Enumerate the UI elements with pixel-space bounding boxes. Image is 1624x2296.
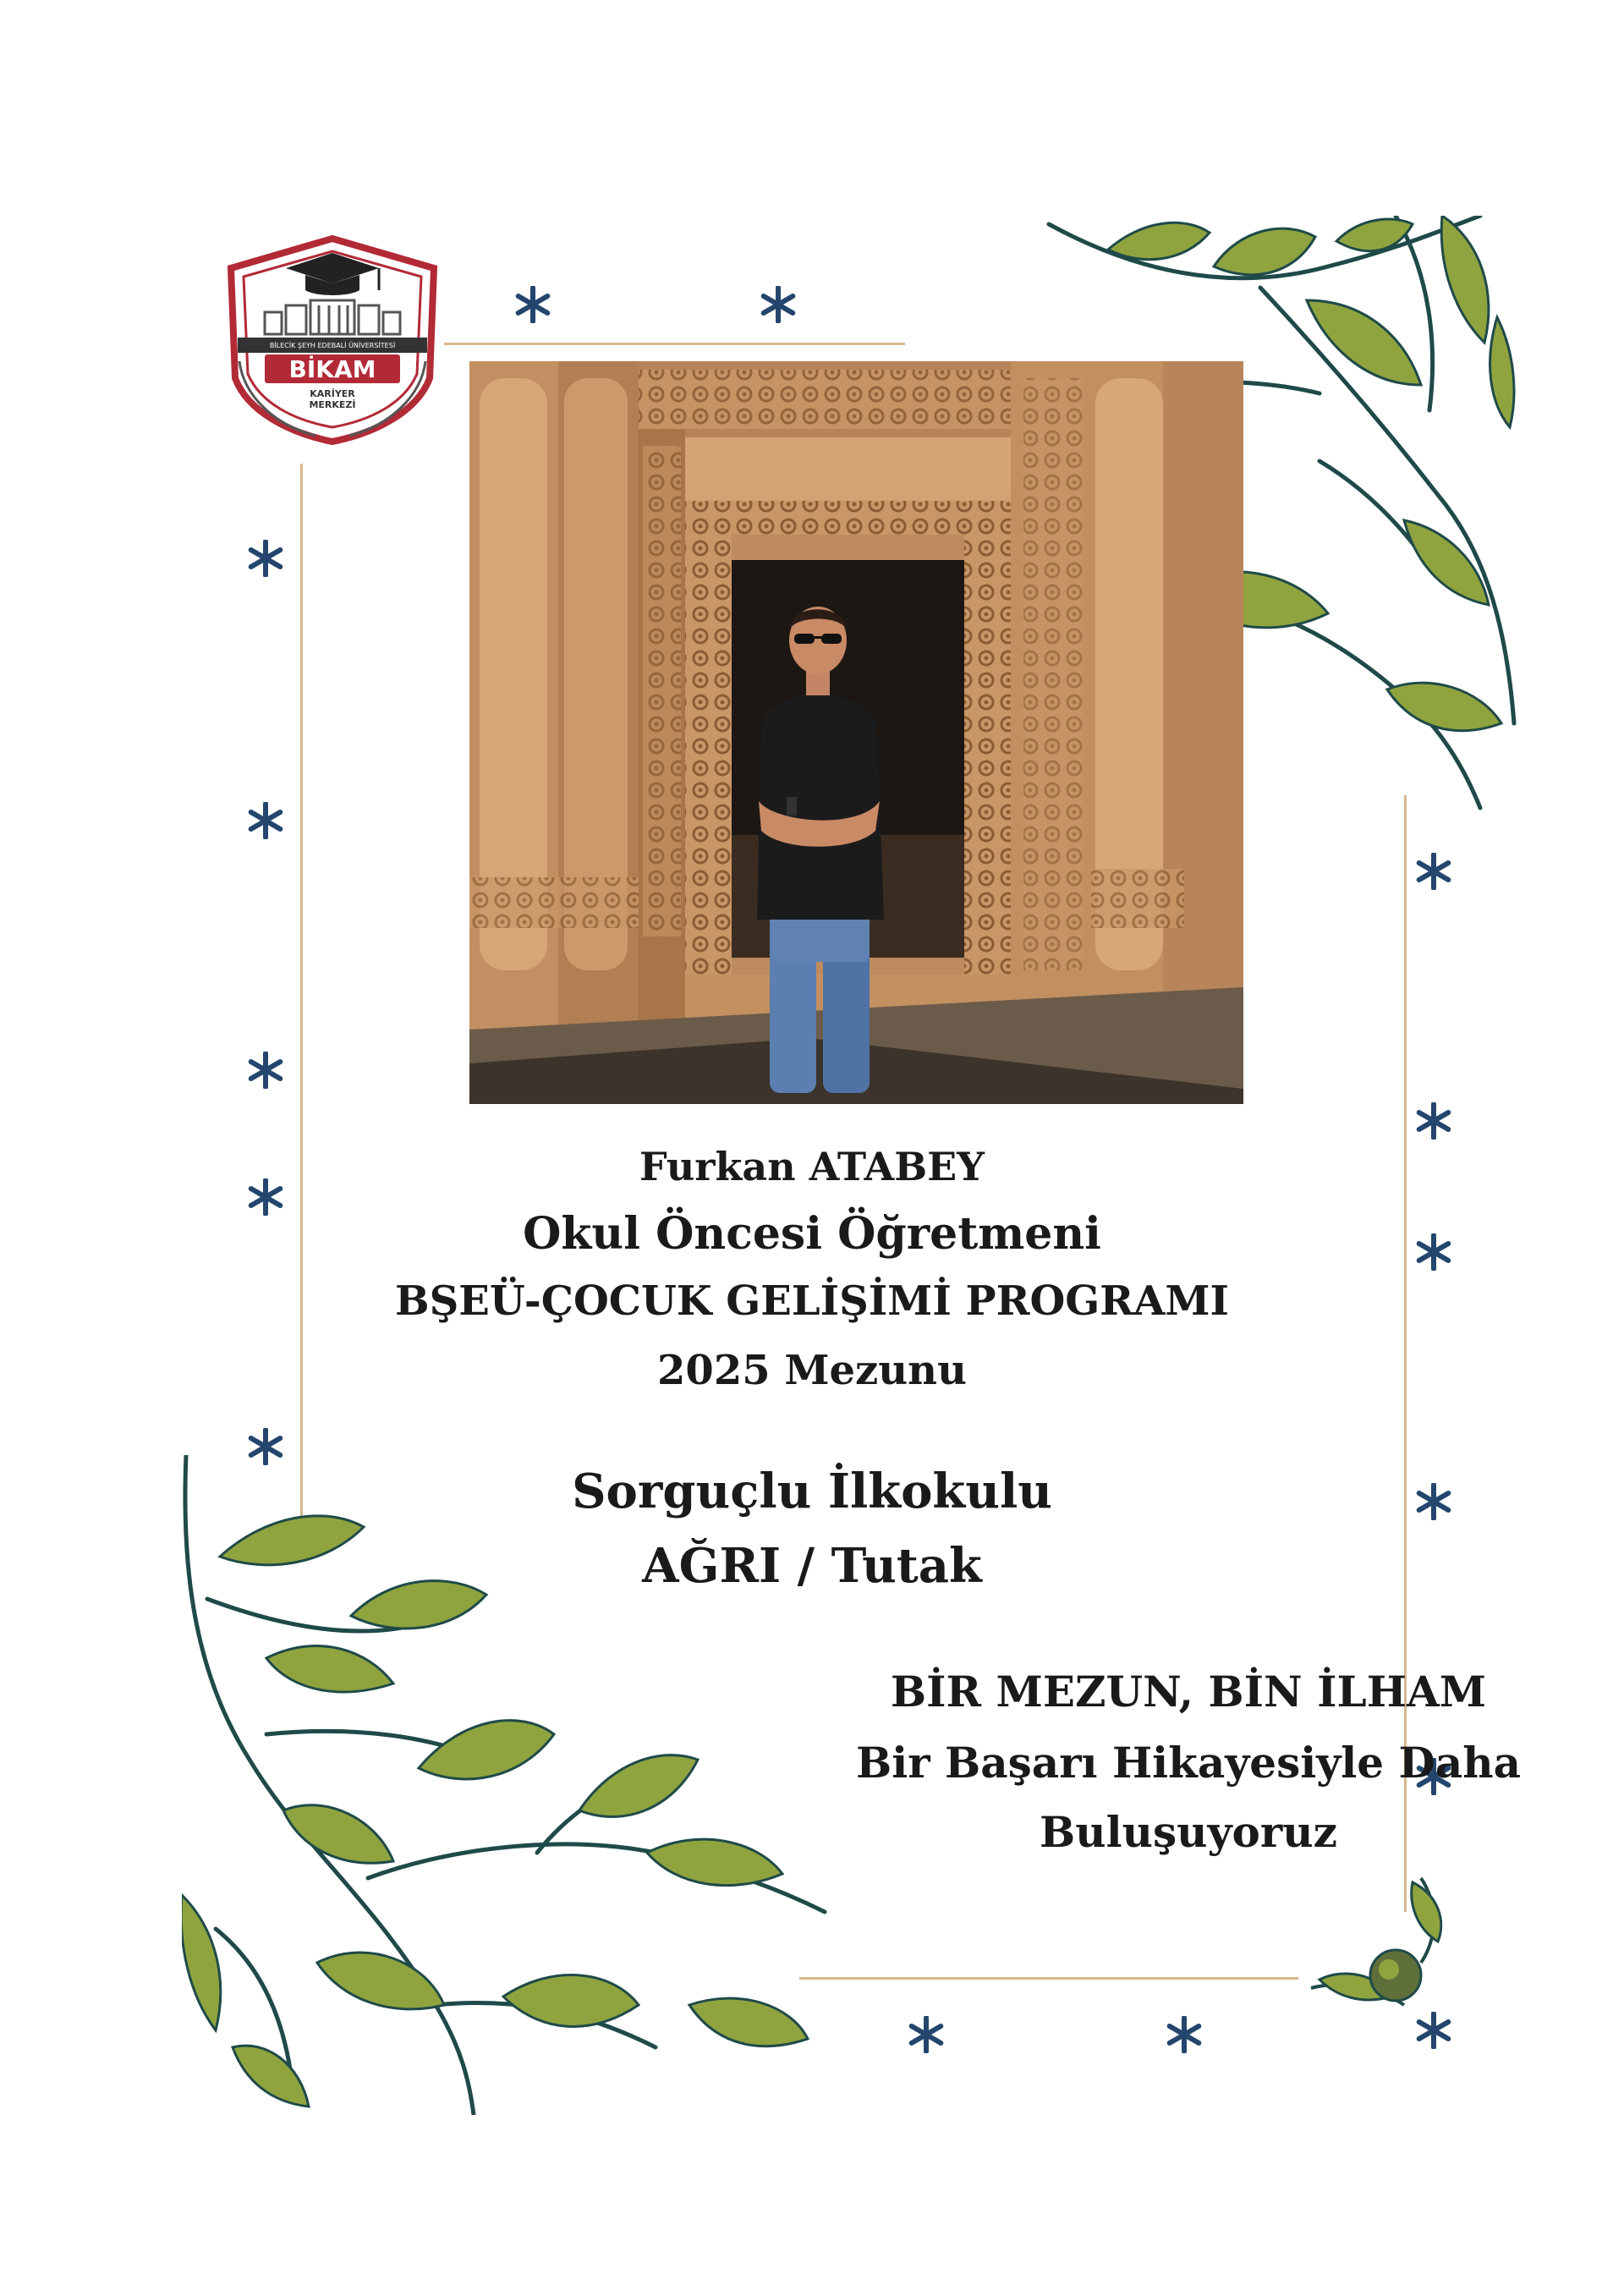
star-icon (760, 286, 797, 323)
star-icon (1166, 2016, 1203, 2053)
logo-subtitle-line2: MERKEZİ (309, 399, 356, 410)
graduate-name: Furkan ATABEY (639, 1144, 985, 1189)
frame-line-bottom (799, 1977, 1298, 1980)
star-icon (514, 286, 551, 323)
slogan-line3: Buluşuyoruz (1040, 1807, 1337, 1857)
workplace-school: Sorguçlu İlkokulu (572, 1464, 1052, 1519)
slogan-line1: BİR MEZUN, BİN İLHAM (890, 1667, 1487, 1717)
logo-university-text: BİLECİK ŞEYH EDEBALİ ÜNİVERSİTESİ (269, 342, 396, 349)
logo-subtitle-line1: KARİYER (310, 388, 355, 399)
leaf-sprig-bottom-right (1294, 1870, 1455, 2022)
graduate-role: Okul Öncesi Öğretmeni (523, 1208, 1101, 1260)
bikam-logo (206, 234, 459, 454)
workplace-location: AĞRI / Tutak (642, 1538, 982, 1594)
star-icon (247, 1052, 284, 1089)
star-icon (247, 802, 284, 839)
star-icon (908, 2016, 945, 2053)
graduate-photo (469, 361, 1243, 1104)
frame-line-top (444, 343, 905, 345)
graduate-year: 2025 Mezunu (657, 1347, 967, 1394)
slogan-line2: Bir Başarı Hikayesiyle Daha (855, 1738, 1521, 1788)
star-icon (1415, 1102, 1452, 1140)
star-icon (1415, 853, 1452, 890)
logo-brand-text: BİKAM (288, 355, 376, 383)
graduate-program: BŞEÜ-ÇOCUK GELİŞİMİ PROGRAMI (395, 1277, 1229, 1325)
star-icon (247, 540, 284, 577)
